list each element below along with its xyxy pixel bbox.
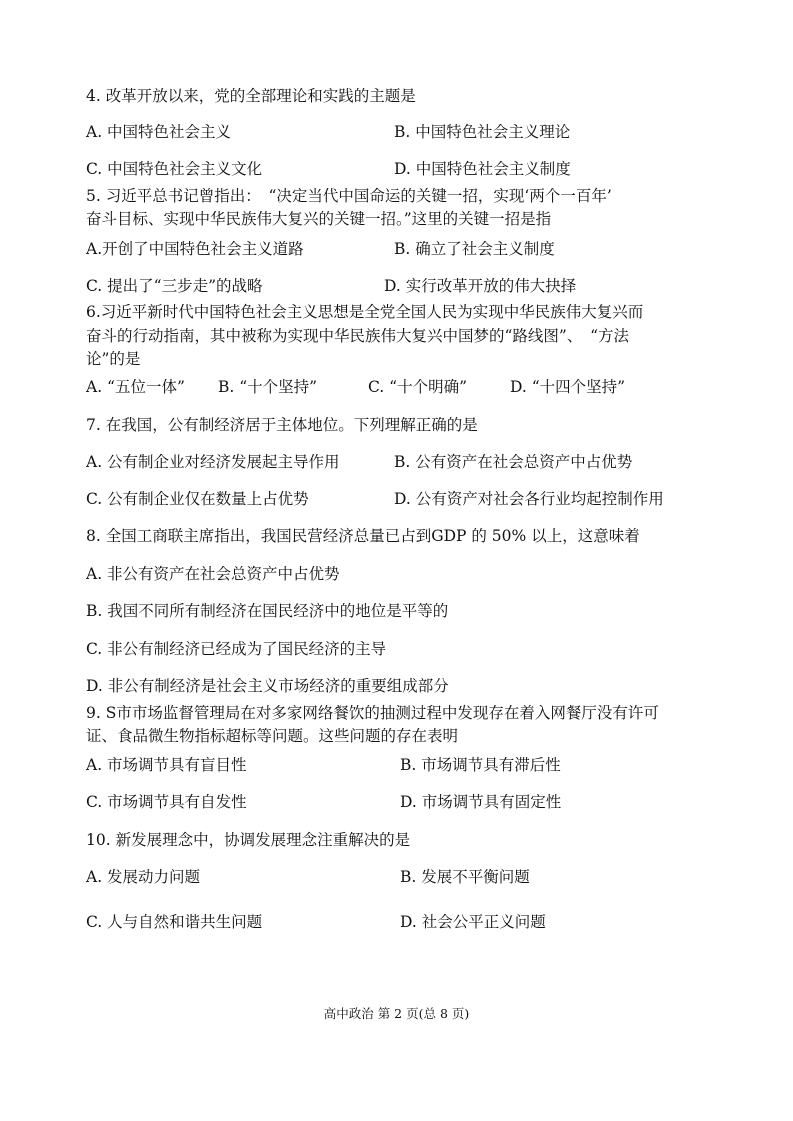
question-9-option-c: C. 市场调节具有自发性 (86, 793, 247, 811)
question-5-stem-line-2: 奋斗目标、实现中华民族伟大复兴的关键一招。”这里的关键一招是指 (86, 210, 552, 228)
question-6-stem-line-2: 奋斗的行动指南，其中被称为实现中华民族伟大复兴中国梦的“路线图”、 “方法 (86, 327, 630, 345)
question-9-option-d: D. 市场调节具有固定性 (400, 793, 562, 811)
question-5-stem-line-1: 5. 习近平总书记曾指出： “决定当代中国命运的关键一招，实现‘两个一百年’ (86, 187, 612, 205)
question-6-option-a: A. “五位一体” (86, 378, 185, 396)
question-6-stem-line-3: 论”的是 (86, 350, 141, 368)
question-8-option-b: B. 我国不同所有制经济在国民经济中的地位是平等的 (86, 602, 449, 620)
question-10-option-a: A. 发展动力问题 (86, 868, 201, 886)
question-9-option-b: B. 市场调节具有滞后性 (400, 756, 561, 774)
question-5-option-d: D. 实行改革开放的伟大抉择 (384, 277, 577, 295)
question-7-option-d: D. 公有资产对社会各行业均起控制作用 (394, 490, 664, 508)
question-9-stem-line-1: 9. S市市场监督管理局在对多家网络餐饮的抽测过程中发现存在着入网餐厅没有许可 (86, 704, 659, 722)
question-5-option-a: A.开创了中国特色社会主义道路 (86, 240, 304, 258)
question-9-option-a: A. 市场调节具有盲目性 (86, 756, 247, 774)
question-10-option-d: D. 社会公平正义问题 (400, 913, 546, 931)
question-10-option-c: C. 人与自然和谐共生问题 (86, 913, 263, 931)
question-8-stem: 8. 全国工商联主席指出，我国民营经济总量已占到GDP 的 50% 以上，这意味着 (86, 527, 640, 545)
question-6-option-d: D. “十四个坚持” (510, 378, 626, 396)
question-7-option-b: B. 公有资产在社会总资产中占优势 (394, 453, 633, 471)
question-5-option-b: B. 确立了社会主义制度 (394, 240, 555, 258)
question-6-option-c: C. “十个明确” (368, 378, 468, 396)
question-4-option-c: C. 中国特色社会主义文化 (86, 160, 263, 178)
question-8-option-a: A. 非公有资产在社会总资产中占优势 (86, 565, 340, 583)
question-7-option-a: A. 公有制企业对经济发展起主导作用 (86, 453, 340, 471)
question-4-option-d: D. 中国特色社会主义制度 (394, 160, 571, 178)
question-4-stem: 4. 改革开放以来，党的全部理论和实践的主题是 (86, 87, 416, 105)
question-9-stem-line-2: 证、食品微生物指标超标等问题。这些问题的存在表明 (86, 727, 459, 745)
question-8-option-c: C. 非公有制经济已经成为了国民经济的主导 (86, 640, 387, 658)
question-10-option-b: B. 发展不平衡问题 (400, 868, 530, 886)
question-4-option-b: B. 中国特色社会主义理论 (394, 123, 571, 141)
question-7-option-c: C. 公有制企业仅在数量上占优势 (86, 490, 309, 508)
question-10-stem: 10. 新发展理念中，协调发展理念注重解决的是 (86, 831, 411, 849)
question-7-stem: 7. 在我国，公有制经济居于主体地位。下列理解正确的是 (86, 416, 478, 434)
question-5-option-c: C. 提出了“三步走”的战略 (86, 277, 263, 295)
page-footer: 高中政治 第 2 页(总 8 页) (323, 1006, 470, 1021)
question-8-option-d: D. 非公有制经济是社会主义市场经济的重要组成部分 (86, 677, 449, 695)
question-6-stem-line-1: 6.习近平新时代中国特色社会主义思想是全党全国人民为实现中华民族伟大复兴而 (86, 303, 644, 321)
question-4-option-a: A. 中国特色社会主义 (86, 123, 232, 141)
question-6-option-b: B. “十个坚持” (218, 378, 318, 396)
